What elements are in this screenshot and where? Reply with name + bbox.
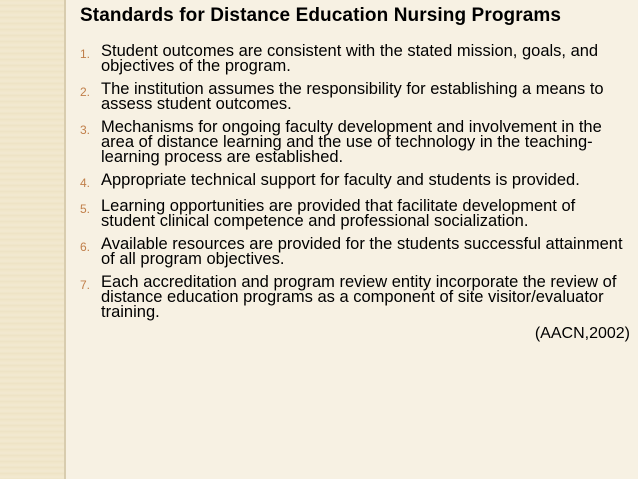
list-item [80, 275, 632, 320]
list-item-number: 1. [80, 47, 91, 61]
list-item-number: 3. [80, 123, 91, 137]
list-item-number: 7. [80, 278, 91, 292]
list-item-number: 2. [80, 85, 91, 99]
list-item-text: Mechanisms for ongoing faculty development and involvement in the area of distance learning and the use of technology in the teaching-learning process are established. [101, 118, 602, 166]
list-item [80, 237, 632, 267]
list-item-number: 6. [80, 240, 91, 254]
list-item-text: The institution assumes the responsibility for establishing a means to assess student outcomes. [101, 80, 604, 113]
list-item [80, 120, 632, 165]
list-item-text: Learning opportunities are provided that facilitate development of student clinical competence and professional socialization. [101, 197, 576, 230]
list-item [80, 173, 632, 191]
list-item-number: 4. [80, 176, 91, 190]
list-item [80, 199, 632, 229]
list-item-text: Appropriate technical support for faculty and students is provided. [101, 171, 580, 189]
standards-list [80, 44, 632, 320]
slide-title: Standards for Distance Education Nursing Programs [80, 5, 562, 26]
list-item-text: Available resources are provided for the students successful attainment of all program objectives. [101, 235, 623, 268]
list-item-text: Student outcomes are consistent with the stated mission, goals, and objectives of the program. [101, 42, 599, 75]
decorative-left-border [0, 0, 64, 479]
decorative-border-line [64, 0, 66, 479]
list-item-text: Each accreditation and program review entity incorporate the review of distance education programs as a component of site visitor/evaluator training. [101, 273, 617, 321]
list-item [80, 82, 632, 112]
slide-content [80, 0, 632, 346]
list-item [80, 44, 632, 74]
citation: (AACN,2002) [534, 325, 630, 342]
list-item-number: 5. [80, 202, 91, 216]
